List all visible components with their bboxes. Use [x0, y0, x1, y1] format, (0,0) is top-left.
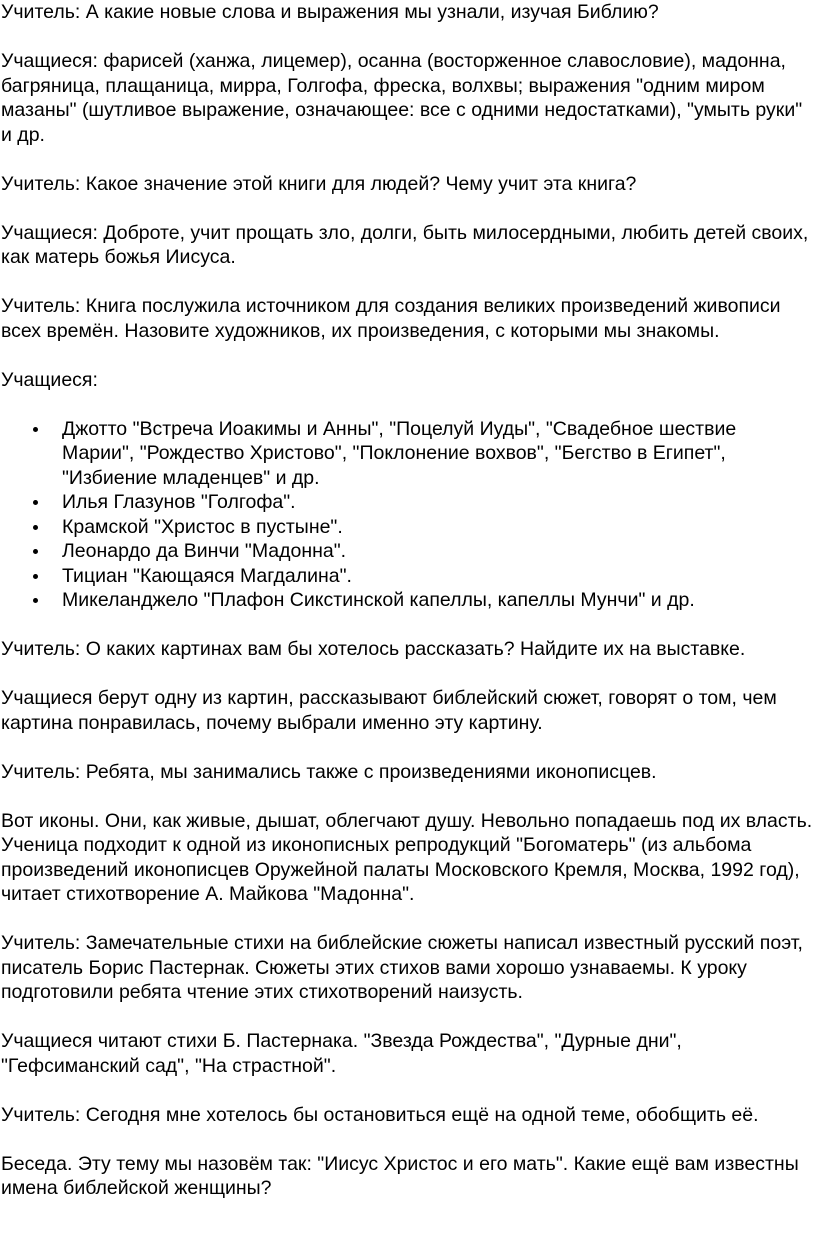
paragraph-students-read-poems: Учащиеся читают стихи Б. Пастернака. "Звезда Рождества", "Дурные дни", "Гефсиманский сад", "На страстной".	[1, 1030, 682, 1077]
paragraph-students-kindness: Учащиеся: Доброте, учит прощать зло, долги, быть милосердными, любить детей своих, как матерь божья Иисуса.	[1, 221, 809, 268]
artworks-list	[1, 417, 813, 613]
paragraph-teacher-artists: Учитель: Книга послужила источником для создания великих произведений живописи всех времён. Назовите художников, их произведения, с которыми мы знакомы.	[1, 295, 781, 342]
list-item: Илья Глазунов "Голгофа".	[62, 490, 813, 515]
list-item: Тициан "Кающаяся Магдалина".	[62, 564, 813, 589]
paragraph-students-tell-plot: Учащиеся берут одну из картин, рассказывают библейский сюжет, говорят о том, чем картина понравилась, почему выбрали именно эту картину.	[1, 687, 777, 734]
paragraph-teacher-pasternak: Учитель: Замечательные стихи на библейские сюжеты написал известный русский поэт, писатель Борис Пастернак. Сюжеты этих стихов вами хорошо узнаваемы. К уроку подготовили ребята чтение этих стихотворений наизусть.	[1, 932, 803, 1003]
paragraph-students-label: Учащиеся:	[1, 368, 98, 391]
paragraph-teacher-book-meaning: Учитель: Какое значение этой книги для людей? Чему учит эта книга?	[1, 172, 637, 195]
list-item: Микеланджело "Плафон Сикстинской капеллы, капеллы Мунчи" и др.	[62, 588, 813, 613]
paragraph-teacher-new-words: Учитель: А какие новые слова и выражения мы узнали, изучая Библию?	[1, 1, 659, 23]
paragraph-teacher-paintings: Учитель: О каких картинах вам бы хотелось рассказать? Найдите их на выставке.	[1, 638, 746, 660]
paragraph-teacher-icon-painters: Учитель: Ребята, мы занимались также с произведениями иконописцев.	[1, 760, 657, 783]
list-item: Леонардо да Винчи "Мадонна".	[62, 539, 813, 564]
list-item: Крамской "Христос в пустыне".	[62, 515, 813, 540]
paragraph-students-words: Учащиеся: фарисей (ханжа, лицемер), осанна (восторженное славословие), мадонна, багряница, плащаница, мирра, Голгофа, фреска, волхвы; выражения "одним миром мазаны" (шутливое выражение, означающее: все с одними недостатками), "умыть руки" и др.	[1, 50, 803, 146]
list-item: Джотто "Встреча Иоакимы и Анны", "Поцелуй Иуды", "Свадебное шествие Марии", "Рождество Христово", "Поклонение вохвов", "Бегство в Египет", "Избиение младенцев" и др.	[62, 417, 813, 491]
paragraph-teacher-one-more-topic: Учитель: Сегодня мне хотелось бы остановиться ещё на одной теме, обобщить её.	[1, 1103, 759, 1126]
paragraph-icons: Вот иконы. Они, как живые, дышат, облегчают душу. Невольно попадаешь под их власть. Ученица подходит к одной из иконописных репродукций "Богоматерь" (из альбома произведений иконописцев Оружейной палаты Московского Кремля, Москва, 1992 год), читает стихотворение А. Майкова "Мадонна".	[1, 809, 813, 905]
paragraph-conversation: Беседа. Эту тему мы назовём так: "Иисус Христос и его мать". Какие ещё вам известны имена библейской женщины?	[1, 1152, 799, 1199]
